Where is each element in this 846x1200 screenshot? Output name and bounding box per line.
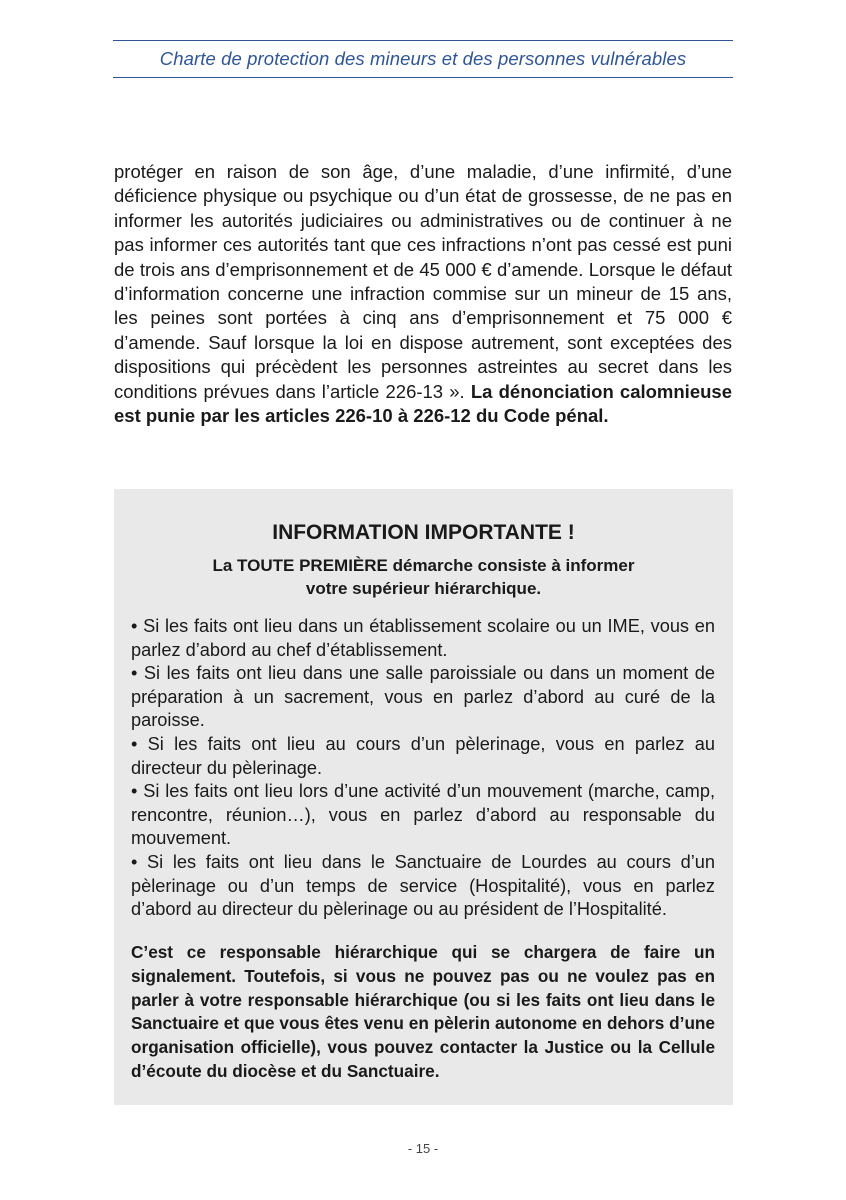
page-number: - 15 - — [407, 1141, 439, 1156]
list-item: • Si les faits ont lieu dans un établissement scolaire ou un IME, vous en parlez d’abord au chef d’établissement. — [131, 616, 715, 660]
list-item: • Si les faits ont lieu au cours d’un pèlerinage, vous en parlez au directeur du pèlerinage. — [131, 733, 715, 778]
info-box-title: INFORMATION IMPORTANTE ! — [272, 521, 575, 544]
important-info-box — [114, 489, 733, 1105]
info-box-subtitle — [114, 554, 733, 600]
info-box-subtitle-line-2: votre supérieur hiérarchique. — [305, 579, 542, 598]
list-item: • Si les faits ont lieu dans une salle paroissiale ou dans un moment de préparation à un sacrement, vous en parlez d’abord au curé de la paroisse. — [131, 663, 715, 731]
body-paragraph — [114, 160, 732, 428]
info-box-list — [131, 615, 715, 922]
info-box-closing: C’est ce responsable hiérarchique qui se chargera de faire un signalement. Toutefois, si vous ne pouvez pas ou ne voulez pas en parler à votre responsable hiérarchique (ou si les faits ont lieu dans le Sanctuaire et que vous êtes venu en pèlerin autonome en dehors d’une organisation officielle), vous pouvez contacter la Justice ou la Cellule d’écoute du diocèse et du Sanctuaire. — [131, 942, 715, 1081]
info-box-subtitle-line-1: La TOUTE PREMIÈRE démarche consiste à informer — [212, 556, 635, 575]
page-header — [113, 40, 733, 78]
header-title: Charte de protection des mineurs et des personnes vulnérables — [159, 48, 687, 69]
list-item: • Si les faits ont lieu dans le Sanctuaire de Lourdes au cours d’un pèlerinage ou d’un temps de service (Hospitalité), vous en parlez d’abord au directeur du pèlerinage ou au président de l’Hospitalité. — [131, 851, 715, 920]
body-paragraph-text: protéger en raison de son âge, d’une maladie, d’une infirmité, d’une déficience physique ou psychique ou d’un état de grossesse, de ne pas en informer les autorités judiciaires ou administratives ou de continuer à ne pas informer ces autorités tant que ces infractions n’ont pas cessé est puni de trois ans d’emprisonnement et de 45 000 € d’amende. Lorsque le défaut d’information concerne une infraction commise sur un mineur de 15 ans, les peines sont portées à cinq ans d’emprisonnement et 75 000 € d’amende. Sauf lorsque la loi en dispose autrement, sont exceptées des dispositions qui précèdent les personnes astreintes au secret dans les conditions prévues dans l’article 226-13 ». — [114, 161, 732, 402]
body-paragraph-bold: La dénonciation calomnieuse est punie par les articles 226-10 à 226-12 du Code pénal. — [114, 380, 732, 427]
list-item: • Si les faits ont lieu lors d’une activité d’un mouvement (marche, camp, rencontre, réunion…), vous en parlez d’abord au responsable du mouvement. — [131, 781, 715, 849]
